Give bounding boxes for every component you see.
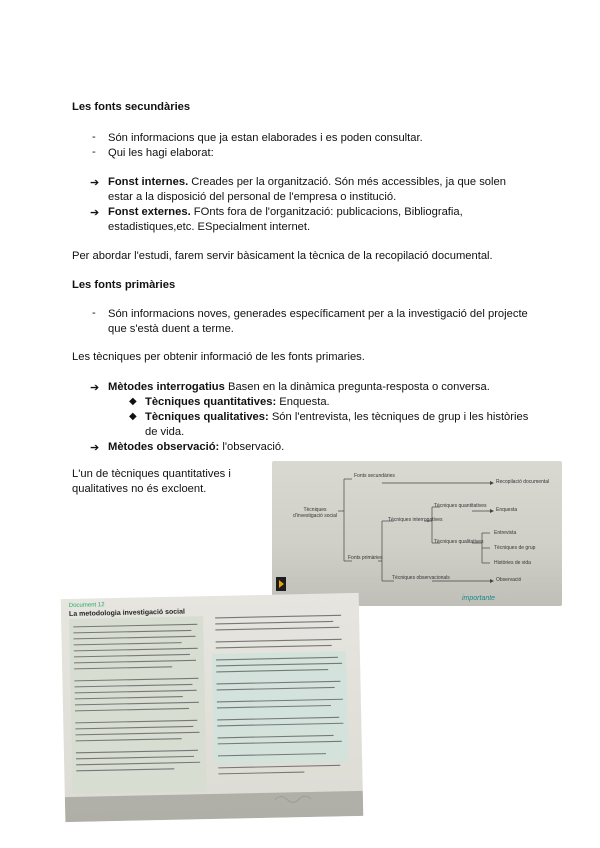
tecniques-qualitatives-cont: de vida. <box>145 426 185 438</box>
diagram-handwritten-note: importante <box>462 595 496 602</box>
diagram-grup: Tècniques de grup <box>494 545 536 551</box>
heading-fonts-secundaries: Les fonts secundàries <box>72 101 191 113</box>
diagram-recopilacio: Recopilació documental <box>496 479 550 485</box>
fonts-externes-line-2: estadistiques,etc. ESpecialment internet. <box>108 221 311 233</box>
note-line-2: qualitatives no és excloent. <box>72 483 207 495</box>
diagram-interrogatives: Tècniques interrogatives <box>388 517 443 523</box>
heading-fonts-primaries: Les fonts primàries <box>72 279 176 291</box>
note-line-1: L'un de tècniques quantitatives i <box>72 468 231 480</box>
fonts-externes-line: Fonst externes. FOnts fora de l'organització: publicacions, Bibliografia, <box>108 206 463 218</box>
bullet-dash: - <box>92 146 96 158</box>
bullet-text: Són informacions que ja estan elaborades i es poden consultar. <box>108 132 423 144</box>
paragraph-recopilacio: Per abordar l'estudi, farem servir bàsicament la tècnica de la recopilació documental. <box>72 250 493 262</box>
bullet-text-cont: que s'està duent a terme. <box>108 323 234 335</box>
diagram-histories: Històries de vida <box>494 560 531 566</box>
metodes-observacio: Mètodes observació: l'observació. <box>108 441 285 453</box>
tecniques-qualitatives: Tècniques qualitatives: Són l'entrevista, les tècniques de grup i les històries <box>145 411 529 423</box>
arrow-icon: ➔ <box>90 177 100 189</box>
arrow-icon: ➔ <box>90 382 100 394</box>
diagram-fonts-secundaries: Fonts secundàries <box>354 473 395 479</box>
fonts-internes-line: Fonst internes. Creades per la organització. Són més accessibles, ja que solen <box>108 176 506 188</box>
diagram-qualitatives: Tècniques qualitatives <box>434 539 484 545</box>
diagram-observacionals: Tècniques observacionals <box>392 575 450 581</box>
diagram-quantitatives: Tècniques quantitatives <box>434 503 487 509</box>
book-header: Document 12 <box>68 602 105 609</box>
bullet-text: Són informacions noves, generades específicament per a la investigació del projecte <box>108 308 528 320</box>
book-title: La metodologia investigació social <box>68 608 185 618</box>
diamond-bullet-icon: ◆ <box>129 411 137 422</box>
diamond-bullet-icon: ◆ <box>129 396 137 407</box>
metodes-interrogatius: Mètodes interrogatius Basen en la dinàmica pregunta-resposta o conversa. <box>108 381 490 393</box>
diagram-observacio: Observació <box>496 577 522 583</box>
arrow-icon: ➔ <box>90 207 100 219</box>
diagram-tecniques: Tècniques d'investigació social <box>292 507 338 519</box>
bullet-text: Qui les hagi elaborat: <box>108 147 214 159</box>
diagram-fonts-primaries: Fonts primàries <box>348 555 383 561</box>
bullet-dash: - <box>92 131 96 143</box>
diagram-entrevista: Entrevista <box>494 530 517 536</box>
paragraph-tecniques: Les tècniques per obtenir informació de les fonts primaries. <box>72 351 365 363</box>
textbook-photo <box>61 593 364 822</box>
book-text-lines <box>61 593 364 822</box>
diagram-photo <box>272 461 562 606</box>
diagram-enquesta: Enquesta <box>496 507 518 513</box>
bullet-dash: - <box>92 307 96 319</box>
tecniques-quantitatives: Tècniques quantitatives: Enquesta. <box>145 396 330 408</box>
arrow-icon: ➔ <box>90 442 100 454</box>
fonts-internes-line-2: estar a la disposició del personal de l'empresa o institució. <box>108 191 397 203</box>
